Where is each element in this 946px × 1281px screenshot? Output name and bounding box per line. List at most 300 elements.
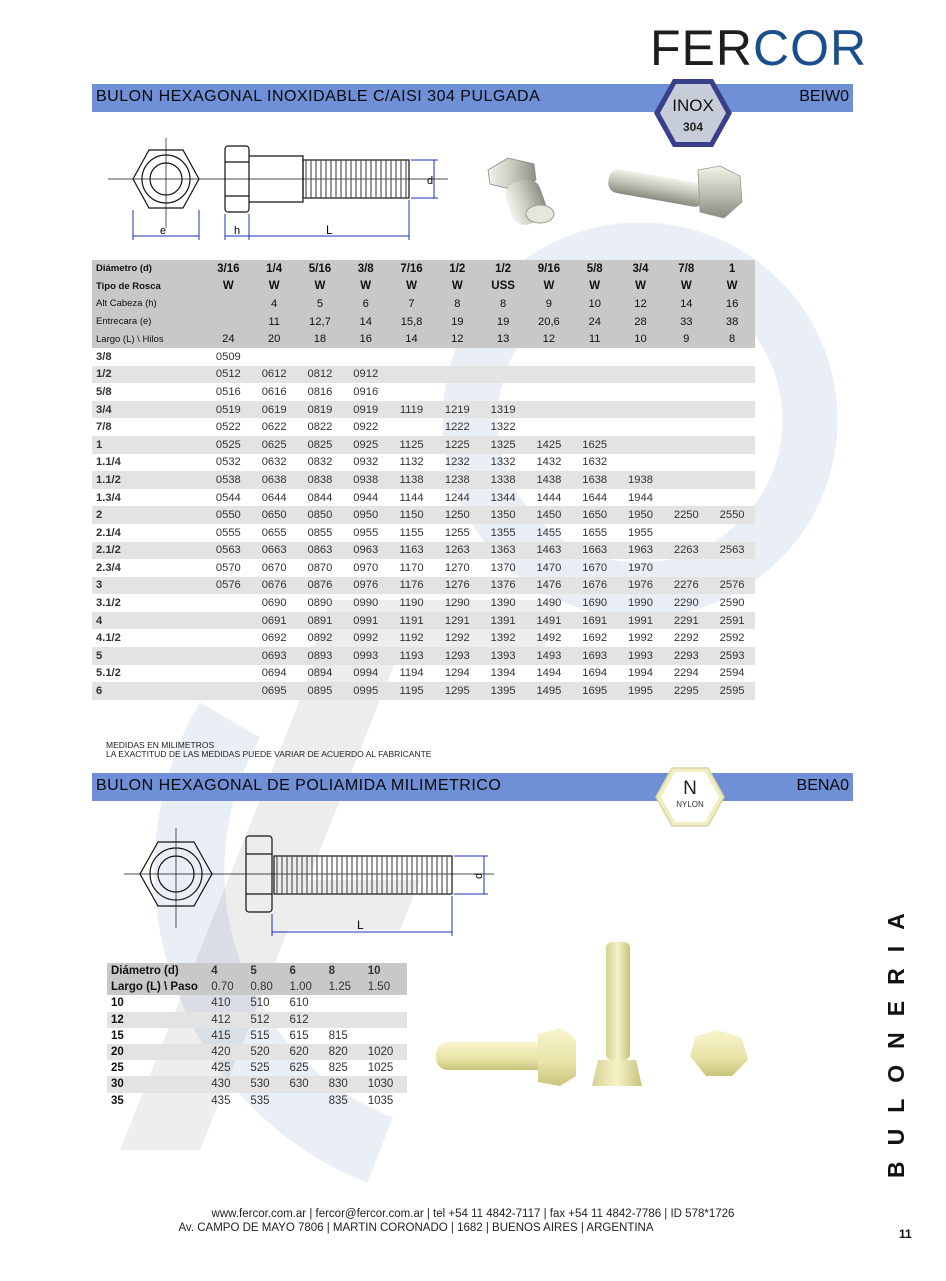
- row-length-label: 30: [107, 1076, 211, 1092]
- row-length-label: 15: [111, 1029, 124, 1042]
- table-header-cell: W: [343, 278, 389, 296]
- product-code-cell: [434, 366, 480, 384]
- table-header-cell: 19: [434, 313, 480, 331]
- product-code-cell: 1455: [536, 526, 562, 539]
- product-code-cell: 1155: [399, 526, 424, 539]
- product-code-cell: 1222: [444, 421, 470, 434]
- product-code-cell: 430: [211, 1076, 250, 1092]
- product-code-cell: [526, 418, 572, 436]
- product-code-cell: [709, 471, 755, 489]
- product-code-cell: 0922: [353, 421, 379, 434]
- row-length-label: 2.3/4: [96, 561, 121, 574]
- product-code-cell: 0994: [353, 667, 379, 680]
- product-code-cell: 0693: [251, 647, 297, 665]
- product-code-cell: 1290: [444, 597, 470, 610]
- product-code-cell: 0632: [261, 456, 287, 469]
- table-header-label: Diámetro (d): [107, 963, 211, 979]
- product-code-cell: [572, 401, 618, 419]
- row-length-label: 1: [92, 436, 205, 454]
- table-header-cell: W: [297, 278, 343, 296]
- product-code-cell: 2591: [709, 612, 755, 630]
- section1-title: BULON HEXAGONAL INOXIDABLE C/AISI 304 PULGADA: [96, 88, 541, 105]
- table-row: [92, 629, 755, 647]
- product-code-cell: 612: [290, 1012, 329, 1028]
- table-header-cell: 19: [480, 313, 526, 331]
- product-code-cell: 0519: [205, 401, 251, 419]
- nylon-badge-line1: N: [683, 778, 697, 799]
- row-length-label: 5.1/2: [96, 667, 121, 680]
- product-code-cell: [389, 418, 435, 436]
- product-code-cell: [526, 401, 572, 419]
- table-header-cell: W: [709, 278, 755, 296]
- product-code-cell: 525: [250, 1062, 270, 1075]
- product-code-cell: 1991: [618, 612, 664, 630]
- table-row: [92, 577, 755, 595]
- product-code-cell: 0692: [261, 632, 287, 645]
- product-code-cell: 2592: [719, 632, 745, 645]
- dim-label-d: d: [427, 175, 434, 187]
- product-code-cell: 0950: [343, 506, 389, 524]
- table-header-row: [107, 963, 407, 979]
- product-code-cell: [618, 348, 664, 366]
- product-code-cell: 1020: [368, 1044, 407, 1060]
- product-code-cell: 0932: [353, 456, 379, 469]
- product-code-cell: [389, 348, 435, 366]
- table-header-label: Largo (L) \ Hilos: [92, 330, 205, 348]
- product-code-cell: 0938: [343, 471, 389, 489]
- row-length-label: 4.1/2: [96, 632, 121, 645]
- product-code-cell: 0550: [205, 506, 251, 524]
- table-row: [107, 1044, 407, 1060]
- product-code-cell: [572, 366, 618, 384]
- product-code-cell: 1990: [628, 597, 653, 610]
- product-code-cell: 1394: [490, 667, 516, 680]
- table-header-cell: 33: [663, 313, 709, 331]
- table-header-cell: 1/2: [480, 260, 526, 278]
- table-row: [92, 665, 755, 683]
- product-code-cell: 2590: [719, 597, 745, 610]
- product-code-cell: [389, 366, 435, 384]
- product-code-cell: 1176: [389, 577, 435, 595]
- bolt-technical-drawing: [108, 138, 448, 244]
- table-header-label: Alt Cabeza (h): [92, 295, 205, 313]
- table-header-cell: W: [389, 278, 435, 296]
- row-length-label: 1.1/2: [92, 471, 205, 489]
- table-header-cell: 14: [389, 330, 435, 348]
- product-code-cell: 625: [289, 1062, 309, 1075]
- table-header-row: [107, 979, 407, 995]
- table-row: [92, 559, 755, 577]
- product-code-cell: 1292: [444, 632, 470, 645]
- nylon-bolt-technical-drawing: [124, 828, 494, 938]
- logo-text-part1: FER: [650, 20, 753, 76]
- table-header-cell: 24: [205, 330, 251, 348]
- product-code-cell: [368, 995, 407, 1011]
- table-header-cell: 5/8: [572, 260, 618, 278]
- product-code-cell: 610: [289, 997, 309, 1010]
- product-code-cell: [480, 383, 526, 401]
- product-code-cell: 0892: [307, 632, 333, 645]
- product-code-cell: 0944: [353, 491, 379, 504]
- row-length-label: 25: [111, 1062, 124, 1075]
- product-code-cell: 0832: [307, 456, 333, 469]
- table-header-cell: 10: [572, 295, 618, 313]
- product-code-cell: 1350: [480, 506, 526, 524]
- product-code-cell: [663, 348, 709, 366]
- product-code-cell: 630: [290, 1076, 329, 1092]
- product-code-cell: 2295: [663, 682, 709, 700]
- row-length-label: 3: [92, 577, 205, 595]
- footer-contact: www.fercor.com.ar | fercor@fercor.com.ar | tel +54 11 4842-7117 | fax +54 11 4842-7786 | ID 578*1726: [211, 1208, 735, 1220]
- table-header-cell: 38: [709, 313, 755, 331]
- product-code-cell: 530: [250, 1076, 289, 1092]
- product-code-cell: 1938: [618, 471, 664, 489]
- row-length-label: 1/2: [92, 366, 205, 384]
- table-header-cell: 0.70: [211, 979, 250, 995]
- table-header-cell: 24: [572, 313, 618, 331]
- product-code-cell: 1492: [536, 632, 562, 645]
- product-code-cell: 1025: [367, 1062, 394, 1075]
- table-header-cell: 8: [480, 295, 526, 313]
- table-header-cell: 1.50: [368, 979, 407, 995]
- product-code-cell: [368, 1028, 407, 1044]
- product-code-cell: [709, 418, 755, 436]
- product-code-cell: 1444: [536, 491, 562, 504]
- product-code-cell: 0663: [251, 542, 297, 560]
- product-code-cell: 1495: [526, 682, 572, 700]
- product-code-cell: [709, 401, 755, 419]
- product-code-cell: 0870: [307, 561, 333, 574]
- product-code-cell: 1995: [618, 682, 664, 700]
- product-code-cell: 1950: [618, 506, 664, 524]
- product-code-cell: 0612: [251, 366, 297, 384]
- nylon-bolt-table: [107, 963, 407, 1109]
- product-code-cell: 2276: [663, 577, 709, 595]
- product-code-cell: [480, 348, 526, 366]
- product-code-cell: 1194: [399, 667, 424, 680]
- product-code-cell: 1191: [389, 612, 435, 630]
- product-code-cell: 0891: [297, 612, 343, 630]
- product-code-cell: 415: [211, 1029, 231, 1042]
- product-code-cell: 0991: [343, 612, 389, 630]
- product-code-cell: 830: [329, 1076, 368, 1092]
- inox-bolt-table: [92, 260, 755, 700]
- product-code-cell: [329, 995, 368, 1011]
- product-code-cell: 0576: [205, 577, 251, 595]
- product-code-cell: 0816: [307, 385, 333, 398]
- table-header-cell: 1: [709, 260, 755, 278]
- product-code-cell: 1392: [490, 632, 516, 645]
- product-code-cell: [663, 418, 709, 436]
- table-header-cell: W: [618, 278, 664, 296]
- product-code-cell: [663, 524, 709, 542]
- table-row: [92, 682, 755, 700]
- row-length-label: 20: [107, 1044, 211, 1060]
- note-measurements: MEDIDAS EN MILIMETROS: [106, 740, 215, 750]
- inox-badge-line2: 304: [682, 120, 704, 134]
- table-row: [107, 1076, 407, 1092]
- table-header-label: Diámetro (d): [92, 260, 205, 278]
- product-code-cell: 1376: [480, 577, 526, 595]
- table-header-row: [92, 313, 755, 331]
- table-row: [107, 1093, 407, 1109]
- product-code-cell: 0655: [261, 526, 287, 539]
- product-code-cell: 1463: [526, 542, 572, 560]
- nylon-badge-line2: NYLON: [676, 800, 704, 809]
- product-code-cell: 0694: [261, 667, 287, 680]
- product-code-cell: 435: [211, 1094, 231, 1107]
- nylon-bolt-photos: [430, 936, 760, 1096]
- product-code-cell: 0970: [353, 561, 379, 574]
- product-code-cell: 1270: [444, 561, 470, 574]
- product-code-cell: [663, 559, 709, 577]
- product-code-cell: 1294: [444, 667, 470, 680]
- product-code-cell: [205, 682, 251, 700]
- table-header-cell: W: [663, 278, 709, 296]
- table-header-cell: [205, 295, 251, 313]
- product-code-cell: 0691: [251, 612, 297, 630]
- product-code-cell: [368, 1012, 407, 1028]
- product-code-cell: 0690: [261, 597, 287, 610]
- table-row: [92, 348, 755, 366]
- table-row: [92, 383, 755, 401]
- table-header-cell: 1.00: [290, 979, 329, 995]
- product-code-cell: [526, 366, 572, 384]
- table-header-cell: 18: [297, 330, 343, 348]
- steel-bolt-photo-2: [602, 162, 752, 226]
- product-code-cell: 1219: [434, 401, 480, 419]
- product-code-cell: 0894: [307, 667, 333, 680]
- product-code-cell: [709, 348, 755, 366]
- table-header-label: Largo (L) \ Paso: [107, 979, 211, 995]
- product-code-cell: 0532: [215, 456, 241, 469]
- table-header-cell: 3/4: [618, 260, 664, 278]
- product-code-cell: 0538: [205, 471, 251, 489]
- table-row: [107, 1012, 407, 1028]
- product-code-cell: 1232: [444, 456, 470, 469]
- product-code-cell: [709, 489, 755, 507]
- category-side-label: BULONERIA: [883, 897, 909, 1178]
- product-code-cell: 0619: [251, 401, 297, 419]
- row-length-label: 5/8: [96, 385, 112, 398]
- product-code-cell: 0912: [343, 366, 389, 384]
- product-code-cell: [618, 454, 664, 472]
- section2-header-bar: [92, 773, 853, 801]
- product-code-cell: 1992: [628, 632, 653, 645]
- table-row: [92, 524, 755, 542]
- table-header-cell: 11: [572, 330, 618, 348]
- table-row: [107, 995, 407, 1011]
- product-code-cell: 0825: [297, 436, 343, 454]
- product-code-cell: 1994: [628, 667, 653, 680]
- product-code-cell: 0622: [261, 421, 287, 434]
- product-code-cell: 1192: [399, 632, 424, 645]
- product-code-cell: 1190: [399, 597, 424, 610]
- product-code-cell: [618, 366, 664, 384]
- product-code-cell: 1390: [490, 597, 516, 610]
- row-length-label: 1.1/4: [96, 456, 121, 469]
- product-code-cell: 1163: [389, 542, 435, 560]
- table-header-cell: [205, 313, 251, 331]
- product-code-cell: 0570: [215, 561, 241, 574]
- product-code-cell: [389, 383, 435, 401]
- product-code-cell: 1325: [480, 436, 526, 454]
- product-code-cell: [290, 1093, 329, 1109]
- note-accuracy: LA EXACTITUD DE LAS MEDIDAS PUEDE VARIAR DE ACUERDO AL FABRICANTE: [106, 749, 432, 759]
- section2-code: BENA0: [796, 777, 849, 794]
- table-header-cell: 14: [663, 295, 709, 313]
- table-header-cell: 6: [290, 963, 329, 979]
- product-code-cell: 2593: [709, 647, 755, 665]
- product-code-cell: 0925: [343, 436, 389, 454]
- product-code-cell: [618, 418, 664, 436]
- product-code-cell: 0895: [297, 682, 343, 700]
- product-code-cell: 510: [250, 997, 270, 1010]
- product-code-cell: [434, 348, 480, 366]
- product-code-cell: 820: [329, 1044, 368, 1060]
- table-header-cell: W: [572, 278, 618, 296]
- row-length-label: 6: [92, 682, 205, 700]
- product-code-cell: [480, 366, 526, 384]
- product-code-cell: 1395: [480, 682, 526, 700]
- product-code-cell: 1692: [582, 632, 608, 645]
- product-code-cell: 2263: [663, 542, 709, 560]
- table-header-cell: 6: [343, 295, 389, 313]
- table-header-cell: W: [526, 278, 572, 296]
- product-code-cell: 520: [250, 1044, 289, 1060]
- table-header-cell: W: [434, 278, 480, 296]
- product-code-cell: [709, 436, 755, 454]
- product-code-cell: [663, 401, 709, 419]
- steel-bolt-photo-1: [478, 150, 588, 230]
- product-code-cell: 1644: [582, 491, 608, 504]
- product-code-cell: 1970: [628, 561, 653, 574]
- table-header-cell: 12,7: [297, 313, 343, 331]
- product-code-cell: [205, 665, 251, 683]
- table-header-label: Tipo de Rosca: [92, 278, 205, 296]
- product-code-cell: 1363: [480, 542, 526, 560]
- table-header-cell: 10: [368, 963, 407, 979]
- product-code-cell: [709, 559, 755, 577]
- product-code-cell: 1432: [536, 456, 562, 469]
- product-code-cell: 2550: [709, 506, 755, 524]
- product-code-cell: [663, 366, 709, 384]
- product-code-cell: 0976: [343, 577, 389, 595]
- product-code-cell: 1293: [434, 647, 480, 665]
- product-code-cell: 0509: [215, 350, 241, 363]
- product-code-cell: 1291: [434, 612, 480, 630]
- footer-address: Av. CAMPO DE MAYO 7806 | MARTIN CORONADO | 1682 | BUENOS AIRES | ARGENTINA: [178, 1222, 654, 1234]
- table-header-cell: 9/16: [526, 260, 572, 278]
- table-row: [92, 436, 755, 454]
- table-header-cell: 5: [250, 963, 289, 979]
- product-code-cell: 0616: [261, 385, 287, 398]
- product-code-cell: 1319: [480, 401, 526, 419]
- product-code-cell: [205, 612, 251, 630]
- product-code-cell: 1695: [572, 682, 618, 700]
- inox-badge: [652, 77, 734, 149]
- table-header-cell: 20: [251, 330, 297, 348]
- dim-label-L-nylon: L: [357, 918, 364, 932]
- product-code-cell: 0625: [251, 436, 297, 454]
- product-code-cell: [709, 383, 755, 401]
- row-length-label: 3/8: [96, 350, 112, 363]
- product-code-cell: 410: [211, 997, 231, 1010]
- table-header-row: [92, 278, 755, 296]
- table-row: [92, 542, 755, 560]
- table-header-label: Entrecara (e): [92, 313, 205, 331]
- product-code-cell: 0855: [307, 526, 333, 539]
- product-code-cell: [329, 1012, 368, 1028]
- product-code-cell: [343, 348, 389, 366]
- product-code-cell: 1632: [582, 456, 608, 469]
- product-code-cell: 1144: [399, 491, 424, 504]
- table-row: [92, 506, 755, 524]
- product-code-cell: 1690: [582, 597, 608, 610]
- table-header-cell: W: [251, 278, 297, 296]
- product-code-cell: 0963: [343, 542, 389, 560]
- table-header-cell: 28: [618, 313, 664, 331]
- logo-text-part2: COR: [753, 20, 868, 76]
- product-code-cell: 0992: [353, 632, 379, 645]
- product-code-cell: 2290: [673, 597, 699, 610]
- product-code-cell: 1694: [582, 667, 608, 680]
- product-code-cell: 0563: [205, 542, 251, 560]
- product-code-cell: 1493: [526, 647, 572, 665]
- product-code-cell: 1332: [490, 456, 516, 469]
- table-row: [92, 647, 755, 665]
- product-code-cell: 1491: [526, 612, 572, 630]
- product-code-cell: 0819: [297, 401, 343, 419]
- product-code-cell: 620: [290, 1044, 329, 1060]
- product-code-cell: [205, 629, 251, 647]
- table-header-cell: 4: [251, 295, 297, 313]
- product-code-cell: 0670: [261, 561, 287, 574]
- product-code-cell: 1193: [389, 647, 435, 665]
- table-header-row: [92, 330, 755, 348]
- table-header-cell: 1/2: [434, 260, 480, 278]
- product-code-cell: 2294: [673, 667, 699, 680]
- product-code-cell: [572, 383, 618, 401]
- product-code-cell: 1425: [526, 436, 572, 454]
- product-code-cell: 1944: [628, 491, 653, 504]
- product-code-cell: 515: [250, 1029, 270, 1042]
- product-code-cell: 512: [250, 1012, 289, 1028]
- table-header-cell: 8: [709, 330, 755, 348]
- product-code-cell: 1494: [536, 667, 562, 680]
- product-code-cell: 2563: [709, 542, 755, 560]
- product-code-cell: 1393: [480, 647, 526, 665]
- product-code-cell: 2594: [719, 667, 745, 680]
- product-code-cell: 1691: [572, 612, 618, 630]
- product-code-cell: 0638: [251, 471, 297, 489]
- product-code-cell: [709, 366, 755, 384]
- table-header-cell: 1/4: [251, 260, 297, 278]
- product-code-cell: 1391: [480, 612, 526, 630]
- product-code-cell: 0555: [215, 526, 241, 539]
- product-code-cell: 0893: [297, 647, 343, 665]
- product-code-cell: 1238: [434, 471, 480, 489]
- dim-label-d-nylon: d: [473, 872, 485, 879]
- product-code-cell: 0993: [343, 647, 389, 665]
- product-code-cell: 0838: [297, 471, 343, 489]
- product-code-cell: 1344: [490, 491, 516, 504]
- product-code-cell: [709, 454, 755, 472]
- product-code-cell: 1125: [389, 436, 435, 454]
- product-code-cell: 1225: [434, 436, 480, 454]
- table-header-cell: 4: [211, 963, 250, 979]
- product-code-cell: 1195: [389, 682, 435, 700]
